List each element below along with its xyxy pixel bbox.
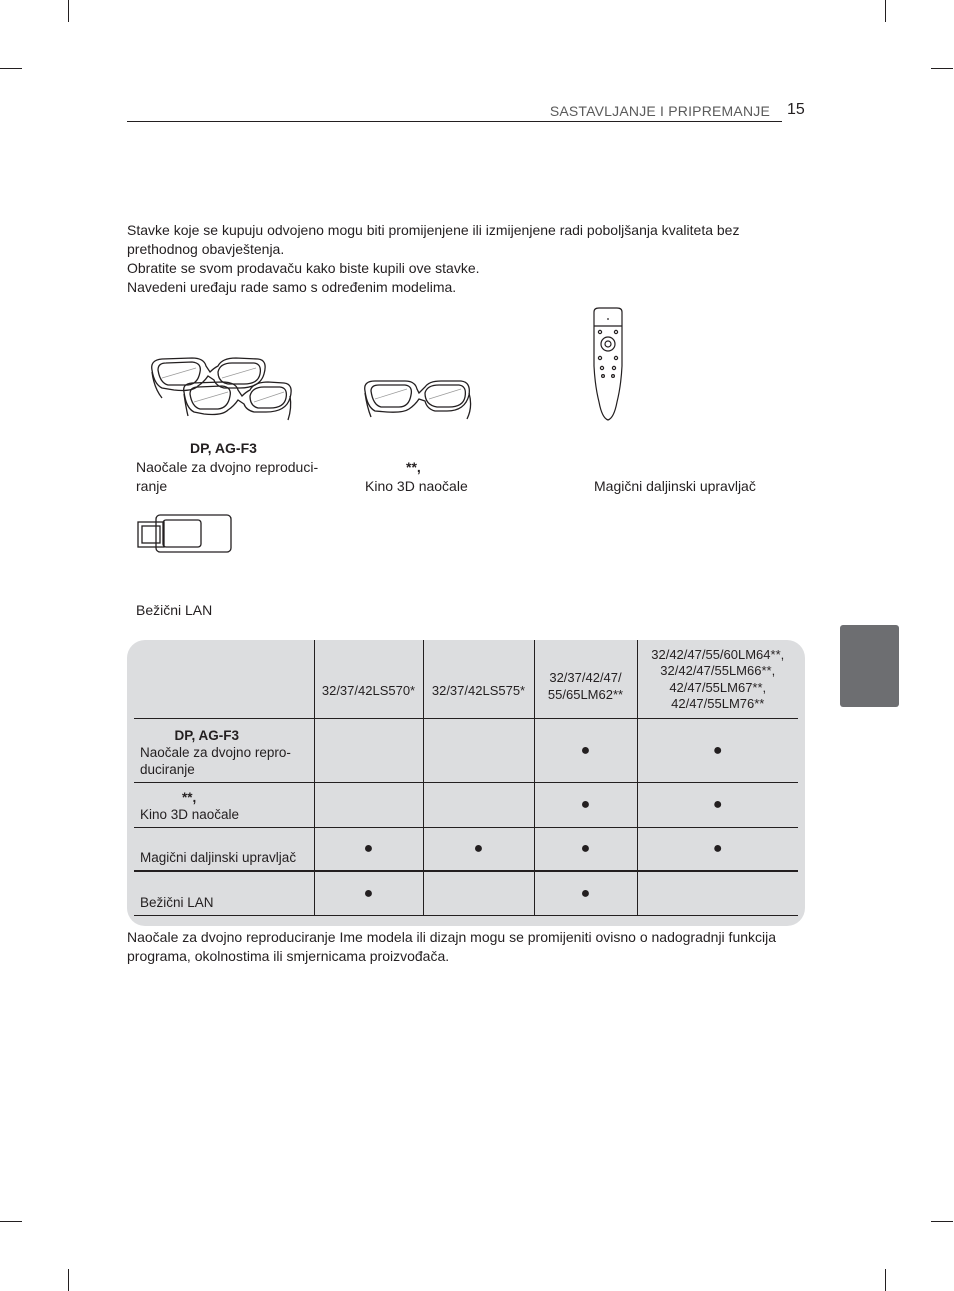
item-model: DP, AG-F3	[190, 440, 257, 456]
section-title: SASTAVLJANJE I PRIPREMANJE	[549, 103, 770, 119]
row-label-text: Bežični LAN	[140, 894, 214, 910]
compat-mark: ●	[637, 718, 798, 782]
intro-paragraph: Navedeni uređaju rade samo s određenim modelima.	[127, 279, 457, 295]
column-header: 32/37/42/47/ 55/65LM62**	[534, 640, 637, 718]
compat-mark: ●	[534, 827, 637, 871]
item-caption	[136, 439, 336, 496]
compat-mark: ●	[637, 827, 798, 871]
compat-mark: ●	[534, 782, 637, 827]
compat-mark: ●	[314, 827, 423, 871]
page-number: 15	[787, 101, 805, 118]
compat-mark: ●	[534, 871, 637, 915]
intro-paragraph: Obratite se svom prodavaču kako biste kupili ove stavke.	[127, 260, 480, 276]
compat-mark: ●	[423, 827, 534, 871]
row-model: DP, AG-F3	[174, 727, 239, 743]
item-caption	[136, 601, 336, 620]
intro-paragraph: Stavke koje se kupuju odvojeno mogu biti promijenjene ili izmijenjene radi poboljšanja kvaliteta bez prethodnog obavještenja.	[127, 222, 740, 257]
row-label-text: Kino 3D naočale	[140, 806, 240, 822]
compat-mark	[637, 871, 798, 915]
compatibility-table	[134, 640, 798, 916]
item-label: Magični daljinski upravljač	[594, 478, 756, 494]
row-label	[134, 782, 314, 827]
compat-mark: ●	[534, 718, 637, 782]
cinema-3d-glasses-icon	[363, 377, 473, 425]
row-label	[134, 871, 314, 915]
crop-mark	[68, 1269, 69, 1291]
row-label-text: Magični daljinski upravljač	[140, 850, 297, 865]
compat-mark	[423, 782, 534, 827]
item-label: Naočale za dvojno reproduci- ranje	[136, 459, 319, 494]
crop-mark	[931, 1221, 953, 1222]
row-label	[134, 827, 314, 871]
item-label: Kino 3D naočale	[365, 478, 468, 494]
item-model: **,	[406, 459, 421, 475]
crop-mark	[68, 0, 69, 22]
intro-text	[127, 221, 787, 297]
table-corner-cell	[134, 640, 314, 718]
compat-mark	[423, 871, 534, 915]
table-row	[134, 782, 798, 827]
compatibility-table-panel	[127, 640, 805, 926]
crop-mark	[885, 0, 886, 22]
compat-mark	[423, 718, 534, 782]
crop-mark	[0, 68, 22, 69]
compat-mark: ●	[314, 871, 423, 915]
compat-mark	[314, 782, 423, 827]
crop-mark	[885, 1269, 886, 1291]
table-row	[134, 718, 798, 782]
footnote: Naočale za dvojno reproduciranje Ime modela ili dizajn mogu se promijeniti ovisno o nadogradnji funkcija programa, okolnostima ili smjernicama proizvođača.	[127, 929, 777, 964]
table-row	[134, 827, 798, 871]
item-label: Bežični LAN	[136, 602, 213, 618]
wireless-lan-dongle-icon	[136, 513, 234, 555]
item-caption	[365, 458, 565, 496]
table-header-row	[134, 640, 798, 718]
compat-mark: ●	[637, 782, 798, 827]
table-row	[134, 871, 798, 915]
row-label	[134, 718, 314, 782]
header-rule	[127, 121, 782, 122]
row-model: **,	[182, 789, 197, 805]
crop-mark	[931, 68, 953, 69]
chapter-tab	[840, 625, 899, 707]
column-header: 32/42/47/55/60LM64**, 32/42/47/55LM66**, 42/47/55LM67**, 42/47/55LM76**	[637, 640, 798, 718]
item-caption	[594, 477, 814, 496]
column-header: 32/37/42LS575*	[423, 640, 534, 718]
row-label-text: Naočale za dvojno repro- duciranje	[140, 744, 291, 777]
dual-play-glasses-icon	[148, 352, 294, 428]
crop-mark	[0, 1221, 22, 1222]
column-header: 32/37/42LS570*	[314, 640, 423, 718]
compat-mark	[314, 718, 423, 782]
magic-remote-icon	[591, 306, 625, 424]
